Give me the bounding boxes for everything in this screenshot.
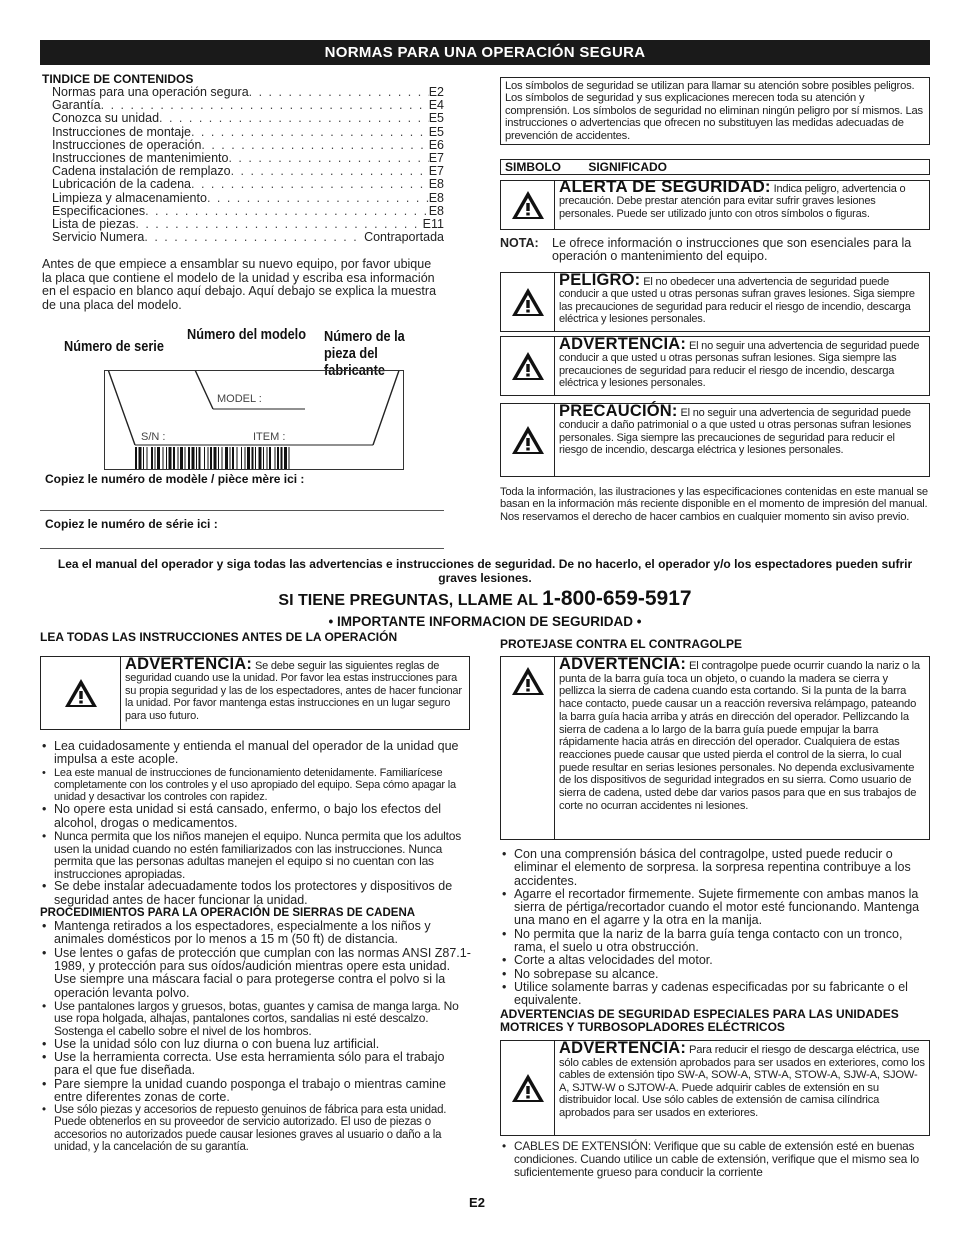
toc-leader bbox=[145, 205, 429, 218]
right-bullets bbox=[500, 848, 932, 1034]
list-item: • No opere esta unidad si está cansado, enfermo, o bajo los efectos del alcohol, drogas o medicamentos. bbox=[40, 803, 472, 830]
disclaimer: Toda la información, las ilustraciones y las especificaciones contenidas en este manual se basan en la información más reciente disponible en el momento de impresión del manual. Nos reservamos el derecho de hacer cambios en cualquier momento sin aviso previo. bbox=[500, 486, 928, 523]
left-warn-box bbox=[40, 656, 470, 730]
toc-item-page: E8 bbox=[428, 190, 444, 205]
sn-field: S/N : bbox=[141, 431, 166, 443]
toc-item-label: Lista de piezas bbox=[52, 217, 136, 232]
list-item: • No sobrepase su alcance. bbox=[500, 968, 932, 981]
list-item: • Lea este manual de instrucciones de funcionamiento detenidamente. Familiarícese completamente con los controles y el uso apropiado del equipo. Sepa cómo apagar la unidad y desactivar los controles con rapidez. bbox=[40, 767, 472, 804]
precaucion-title: PRECAUCIÓN: bbox=[559, 402, 678, 420]
peligro-box bbox=[500, 272, 930, 332]
list-item: • Utilice solamente barras y cadenas especificadas por su fabricante o el equivalente. bbox=[500, 981, 932, 1008]
toc-item bbox=[42, 86, 444, 99]
warning-triangle-icon bbox=[510, 286, 546, 318]
barcode bbox=[135, 447, 290, 469]
toc-leader bbox=[159, 112, 429, 125]
divider-serie bbox=[40, 548, 444, 549]
toc-item-page: E7 bbox=[428, 164, 444, 179]
warning-triangle-icon bbox=[510, 1072, 546, 1104]
toc-item-page: E2 bbox=[428, 85, 444, 99]
important-heading: • IMPORTANTE INFORMACION DE SEGURIDAD • bbox=[328, 614, 642, 629]
toc-item-label: Instrucciones de montaje bbox=[52, 124, 191, 139]
warning-triangle-icon bbox=[510, 665, 546, 697]
right-warn-box bbox=[500, 656, 930, 840]
phone-line bbox=[40, 589, 930, 611]
nota-text: Le ofrece información o instrucciones que son esenciales para la operación o mantenimiento del equipo. bbox=[552, 236, 912, 264]
copy-model-label: Copiez le numéro de modèle / pièce mère ici : bbox=[45, 472, 305, 486]
list-item: • CABLES DE EXTENSIÓN: Verifique que su cable de extensión esté en buenas condiciones. Cuando utilice un cable de extensión, verifique que el mismo sea lo suficientemente grueso para conducir la corriente bbox=[500, 1140, 932, 1179]
precaucion-box bbox=[500, 403, 930, 477]
toc-list bbox=[42, 86, 444, 244]
toc-item bbox=[42, 126, 444, 139]
alerta-title: ALERTA DE SEGURIDAD: bbox=[559, 177, 771, 196]
toc-item-page: E11 bbox=[422, 217, 444, 232]
symbols-intro: Los símbolos de seguridad se utilizan para llamar su atención sobre posibles peligros. Los símbolos de seguridad y sus explicaciones merecen toda su atención y comprensión. Los símbolos de seguridad no eliminan ningún peligro por sí mismos. Las instrucciones o advertencias que ofrecen no substituyen las medidas adecuadas de prevención de accidentes. bbox=[500, 77, 930, 145]
toc-item-label: Conozca su unidad bbox=[52, 111, 160, 126]
page-banner: NORMAS PARA UNA OPERACIÓN SEGURA bbox=[40, 40, 930, 65]
list-item: • Se debe instalar adecuadamente todos los protectores y dispositivos de seguridad antes de hacer funcionar la unidad. bbox=[40, 880, 472, 907]
list-item: • Pare siempre la unidad cuando posponga el trabajo o mientras camine entre diferentes zonas de corte. bbox=[40, 1078, 472, 1105]
toc-item-label: Limpieza y almacenamiento bbox=[52, 190, 207, 205]
right-subheading: ADVERTENCIAS DE SEGURIDAD ESPECIALES PARA LAS UNIDADES MOTRICES Y TURBOSOPLADORES ELÉCTRICOS bbox=[500, 1006, 899, 1034]
list-item: • Use la unidad sólo con luz diurna o con buena luz artificial. bbox=[40, 1038, 472, 1051]
symbol-header bbox=[500, 159, 930, 175]
advertencia-title: ADVERTENCIA: bbox=[559, 335, 687, 353]
right-last bbox=[500, 1140, 932, 1179]
meaning-col: SIGNIFICADO bbox=[588, 160, 668, 174]
toc-item-page: E5 bbox=[428, 111, 444, 126]
right-warn2-box bbox=[500, 1040, 930, 1136]
toc-title: TINDICE DE CONTENIDOS bbox=[42, 72, 194, 86]
right-warn2-body: Para reducir el riesgo de descarga eléctrica, use sólo cables de extensión aprobados para ser usados en exteriores, como los cables de extensión tipo SW-A, SOW-A, STW-A, STOW-A, SJW-A, SJOW-A, SJTW-W o SJTOW-A. Puede adquirir cables de extensión en su distribuidor local. Use sólo cables de extensión de camisa cilíndrica aprobados para ser usados en exteriores. bbox=[559, 1044, 925, 1119]
left-subheading: PROCEDIMIENTOS PARA LA OPERACIÓN DE SIERRAS DE CADENA bbox=[40, 907, 416, 920]
toc-item-page: E7 bbox=[428, 151, 444, 166]
right-warn-triangle bbox=[501, 657, 555, 839]
list-item: • Use lentes o gafas de protección que cumplan con las normas ANSI Z87.1-1989, y protección para sus oídos/audición mientras opere esta unidad. Use siempre una máscara facial o para protegerse contra el polvo si la operación levanta polvo. bbox=[40, 947, 472, 1000]
modelo-label: Número del modelo bbox=[187, 326, 307, 343]
list-item: • Agarre el recortador firmemente. Sujete firmemente con ambas manos la sierra de pértiga/recortador cuando el motor esté funcionando. Mantenga una mano en el agarre y la otra en la manija. bbox=[500, 888, 932, 928]
right-warn-body: El contragolpe puede ocurrir cuando la nariz o la punta de la barra guía toca un objeto, o cuando la madera se cierra y pellizca la sierra de cadena cuando esta cortando. Si la punta de la barra hace contacto, puede causar un a reacción reversiva relámpago, pateando la barra guía hacia arriba y atrás en dirección del operador. Pellizcando la sierra de cadena a lo largo de la barra guía puede empujar la barra rápidamente hacia atrás en dirección del operador. Cualquiera de estas reacciones puede causar que usted pierda el control de la sierra, lo cual puede resultar en serias lesiones personales. No dependa exclusivamente de los dispositivos de seguridad integrados en su sierra. Como usuario de sierra de cadena, usted debe dar varios pasos para que en sus trabajos de corte no ocurran accidentes ni lesiones. bbox=[559, 660, 920, 812]
warning-triangle-icon bbox=[63, 677, 99, 709]
warning-triangle-icon bbox=[510, 189, 546, 221]
toc-item-page: E5 bbox=[428, 124, 444, 139]
toc-item-label: Normas para una operación segura bbox=[52, 85, 249, 99]
list-item: • Mantenga retirados a los espectadores, especialmente a los niños y animales domésticos por lo menos a 15 m (50 ft) de distancia. bbox=[40, 920, 472, 947]
advertencia-body: El no seguir una advertencia de seguridad puede conducir a que usted u otras personas sufran lesiones. Siga siempre las precauciones de seguridad para reducir el riesgo de incendio, descarga eléctrica y lesiones personales. bbox=[559, 340, 920, 390]
list-item: • Nunca permita que los niños manejen el equipo. Nunca permita que los adultos usen la unidad cuando no estén familiarizados con las instrucciones. Nunca permita que las personas adultas manejen el equipo si no cuentan con las instrucciones apropiadas. bbox=[40, 830, 472, 880]
toc-leader bbox=[231, 165, 429, 178]
list-item: • Use pantalones largos y gruesos, botas, guantes y camisa de manga larga. No use ropa holgada, alhajas, pantalones cortos, sandalias ni esté descalzo. Sostenga el cabello sobre el nivel de los hombros. bbox=[40, 1000, 472, 1038]
toc-item-label: Lubricación de la cadena bbox=[52, 177, 191, 192]
model-plate-figure bbox=[42, 322, 444, 472]
list-item: • Con una comprensión básica del contragolpe, usted puede reducir o eliminar el elemento de sorpresa. la sorpresa repentina contribuye a los accidentes. bbox=[500, 848, 932, 888]
list-item: • Use sólo piezas y accesorios de repuesto genuinos de fábrica para esta unidad. Puede obtenerlos en su proveedor de servicio autorizado. El uso de piezas o accesorios no autorizados puede causar lesiones graves al usuario o daño a la unidad, y la cancelación de su garantía. bbox=[40, 1104, 472, 1153]
peligro-body: El no obedecer una advertencia de seguridad puede conducir a que usted u otras personas sufran graves lesiones. Siga siempre las precauciones de seguridad para reducir el riesgo de incendio, descarga eléctrica y lesiones personales. bbox=[559, 276, 915, 326]
model-plate bbox=[104, 370, 404, 470]
left-warn-body: Se debe seguir las siguientes reglas de seguridad cuando use la unidad. Por favor lea estas instrucciones para su propia seguridad y las de los espectadores, antes de hacer funcionar la unidad. Por favor mantenga estas instrucciones en un lugar seguro para uso futuro. bbox=[125, 660, 462, 722]
toc-leader bbox=[207, 192, 429, 205]
read-manual-notice: Lea el manual del operador y siga todas las advertencias e instrucciones de seguridad. De no hacerlo, el operador y/o los espectadores pueden sufrir graves lesiones. bbox=[57, 557, 913, 585]
right-heading: PROTEJASE CONTRA EL CONTRAGOLPE bbox=[500, 637, 743, 651]
toc-item-page: E4 bbox=[428, 98, 444, 113]
copy-serie-label: Copiez le numéro de série ici : bbox=[45, 517, 218, 531]
precaucion-text bbox=[555, 404, 929, 476]
toc-item-page: E8 bbox=[428, 177, 444, 192]
toc-item-page: E6 bbox=[428, 137, 444, 152]
list-item: • Corte a altas velocidades del motor. bbox=[500, 954, 932, 967]
alerta-text bbox=[555, 177, 929, 229]
peligro-triangle bbox=[501, 273, 555, 331]
toc-item-page: Contraportada bbox=[364, 230, 444, 245]
advertencia-text bbox=[555, 337, 929, 395]
left-warn-title: ADVERTENCIA: bbox=[125, 655, 253, 673]
precaucion-triangle bbox=[501, 404, 555, 476]
toc-leader bbox=[191, 126, 429, 139]
toc-leader bbox=[201, 139, 428, 152]
toc-item-page: E8 bbox=[428, 203, 444, 218]
advertencia-box bbox=[500, 336, 930, 396]
toc-section bbox=[42, 72, 444, 244]
left-warn-triangle bbox=[41, 657, 121, 729]
right-warn-title: ADVERTENCIA: bbox=[559, 655, 687, 673]
advertencia-triangle bbox=[501, 337, 555, 395]
toc-leader bbox=[249, 86, 429, 99]
alerta-box bbox=[500, 177, 930, 230]
toc-item bbox=[42, 178, 444, 191]
alerta-body: Indica peligro, advertencia o precaución. Debe prestar atención para evitar sufrir graves lesiones personales. Puede ser utilizado junto con otros símbolos o figuras. bbox=[559, 183, 906, 220]
warning-triangle-icon bbox=[510, 350, 546, 382]
list-item: • Use la herramienta correcta. Use esta herramienta sólo para el trabajo para el que fue diseñada. bbox=[40, 1051, 472, 1078]
left-bullets bbox=[40, 740, 472, 1153]
toc-item-label: Cadena instalación de remplazo bbox=[52, 164, 231, 179]
warning-triangle-icon bbox=[510, 424, 546, 456]
intro-text: Antes de que empiece a ensamblar su nuevo equipo, por favor ubique la placa que contiene el modelo de la unidad y escriba esa información en el espacio en blanco aquí debajo. Aquí debajo se explica la muestra de una placa del modelo. bbox=[42, 257, 437, 312]
peligro-text bbox=[555, 273, 929, 331]
right-warn2-text bbox=[555, 1041, 929, 1135]
left-warn-text bbox=[121, 657, 469, 729]
toc-leader bbox=[144, 231, 364, 244]
nota-block bbox=[500, 237, 930, 264]
divider-model bbox=[40, 510, 444, 511]
left-heading: LEA TODAS LAS INSTRUCCIONES ANTES DE LA OPERACIÓN bbox=[40, 630, 398, 644]
phone-number: 1-800-659-5917 bbox=[542, 587, 692, 610]
right-warn2-title: ADVERTENCIA: bbox=[559, 1039, 687, 1057]
model-field: MODEL : bbox=[217, 393, 262, 405]
symbol-col: SIMBOLO bbox=[505, 160, 561, 174]
toc-item bbox=[42, 231, 444, 244]
toc-item bbox=[42, 112, 444, 125]
toc-item-label: Instrucciones de operación bbox=[52, 137, 202, 152]
alerta-triangle bbox=[501, 181, 555, 229]
toc-item-label: Instrucciones de mantenimiento bbox=[52, 151, 229, 166]
right-warn-text bbox=[555, 657, 929, 839]
toc-item-label: Especificaciones bbox=[52, 203, 146, 218]
pieza-label: Número de la pieza del fabricante bbox=[324, 328, 405, 379]
list-item: • No permita que la nariz de la barra guía tenga contacto con un tronco, rama, el suelo u otra obstrucción. bbox=[500, 928, 932, 955]
toc-item bbox=[42, 192, 444, 205]
precaucion-body: El no seguir una advertencia de seguridad puede conducir a daño patrimonial o a que usted u otras personas sufran lesiones personales. Siga siempre las precauciones de seguridad para reducir el riesgo de incendio, descarga eléctrica y lesiones personales. bbox=[559, 407, 912, 457]
toc-item-label: Garantía bbox=[52, 98, 101, 113]
item-field: ITEM : bbox=[253, 431, 286, 443]
toc-leader bbox=[228, 152, 428, 165]
peligro-title: PELIGRO: bbox=[559, 271, 641, 289]
phone-prefix: SI TIENE PREGUNTAS, LLAME AL bbox=[278, 592, 538, 609]
serie-label: Número de serie bbox=[64, 338, 164, 355]
list-item: • Lea cuidadosamente y entienda el manual del operador de la unidad que impulsa a este acople. bbox=[40, 740, 472, 767]
right-warn2-triangle bbox=[501, 1041, 555, 1135]
nota-label: NOTA: bbox=[500, 236, 539, 250]
plate-lines bbox=[105, 371, 405, 471]
toc-leader bbox=[191, 178, 429, 191]
page-number: E2 bbox=[469, 1195, 485, 1210]
toc-item-label: Servicio Numera bbox=[52, 230, 145, 245]
